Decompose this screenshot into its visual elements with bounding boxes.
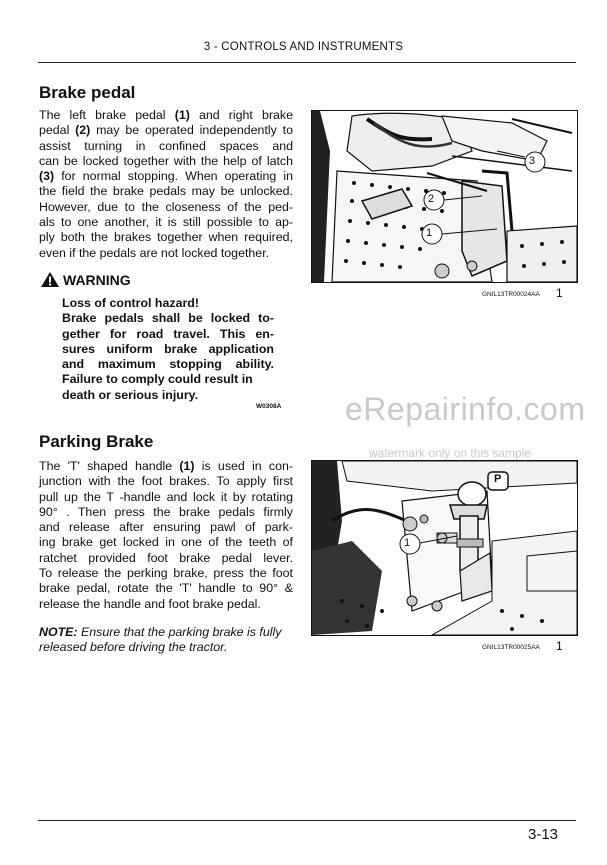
text-segment: can be locked together with the help of latch — [39, 153, 293, 168]
warning-line: sures uniform brake application — [62, 341, 274, 356]
ref-number: (3) — [39, 169, 55, 184]
text-segment: is used in con- — [194, 459, 293, 473]
text-segment: brake pedal, rotate the 'T' handle to 90° & — [39, 581, 293, 596]
brake-pedal-illustration — [312, 111, 577, 282]
brake-pedal-figure — [311, 110, 578, 283]
ref-number: (2) — [75, 123, 91, 138]
text-line — [39, 459, 293, 474]
text-line — [39, 490, 293, 505]
text-segment: als to one another, it is still possible to ap- — [39, 215, 293, 230]
text-segment: even if the pedals are not locked together. — [39, 245, 270, 260]
text-line — [39, 108, 293, 123]
text-segment: The left brake pedal — [39, 108, 175, 122]
parking-symbol: P — [494, 473, 502, 485]
brake-pedal-paragraph — [39, 108, 293, 261]
text-line — [39, 154, 293, 169]
text-segment: and release after ensuring pawl of park- — [39, 520, 293, 535]
text-line — [39, 230, 293, 245]
warning-label: WARNING — [63, 271, 131, 288]
figure2-code: GNIL13TR00025AA — [482, 644, 540, 651]
text-line — [39, 184, 293, 199]
warning-line: and maximum stopping ability. — [62, 357, 274, 372]
text-segment: may be operated independently to — [90, 123, 293, 138]
text-segment: release the handle and foot brake pedal. — [39, 596, 261, 611]
text-segment: ratchet provided foot brake pedal lever. — [39, 550, 293, 565]
text-segment: ply both the brakes together when required, — [39, 230, 293, 245]
text-segment: However, due to the closeness of the ped- — [39, 199, 293, 214]
text-segment: 90° . Then press the brake pedals firmly — [39, 504, 293, 519]
ref-number: (1) — [179, 459, 195, 473]
figure2-number: 1 — [556, 639, 563, 653]
page-number: 3-13 — [528, 826, 559, 843]
warning-title — [40, 271, 131, 288]
text-line — [39, 505, 293, 520]
text-line — [39, 123, 293, 138]
text-line — [39, 535, 293, 550]
note-text: Ensure that the parking brake is fully — [77, 625, 282, 639]
watermark-main: eRepairinfo.com — [345, 391, 586, 427]
figure1-code: GNIL13TR00024AA — [482, 291, 540, 298]
text-segment: pedal — [39, 123, 76, 138]
brake-pedal-heading: Brake pedal — [39, 83, 136, 102]
text-segment: pull up the T -handle and lock it by rotating — [39, 489, 293, 504]
text-line — [39, 597, 293, 612]
warning-line: death or serious injury. — [62, 387, 199, 402]
text-segment: and right brake — [189, 108, 293, 122]
text-segment: ing brake get locked in one of the teeth of — [39, 535, 293, 550]
callout-1: 1 — [426, 227, 433, 239]
text-segment: assist turning in confined spaces and — [39, 138, 293, 153]
warning-body — [62, 296, 274, 403]
text-line — [39, 474, 293, 489]
text-line — [39, 215, 293, 230]
callout-2: 2 — [428, 193, 435, 205]
text-segment: The 'T' shaped handle — [39, 459, 180, 473]
parking-brake-paragraph — [39, 459, 293, 612]
note-line — [39, 625, 301, 640]
parking-brake-heading: Parking Brake — [39, 432, 154, 451]
warning-line: Brake pedals shall be locked to- — [62, 311, 274, 326]
warning-code: W0308A — [256, 403, 282, 410]
note-line: released before driving the tractor. — [39, 640, 228, 655]
callout-1-parking: 1 — [404, 537, 411, 549]
text-segment: To release the perking brake, press the foot — [39, 566, 293, 581]
warning-line: Failure to comply could result in — [62, 372, 253, 387]
section-header: 3 - CONTROLS AND INSTRUMENTS — [203, 41, 404, 53]
figure1-number: 1 — [556, 286, 563, 300]
callout-3: 3 — [529, 155, 536, 167]
ref-number: (1) — [174, 108, 190, 122]
text-line — [39, 169, 293, 184]
note-label: NOTE: — [39, 625, 78, 639]
warning-line: gether for road travel. This en- — [62, 326, 274, 341]
text-segment: junction with the foot brakes. To apply first — [39, 474, 293, 489]
text-line — [39, 246, 293, 261]
text-segment: for normal stopping. When operating in — [54, 169, 293, 184]
footer-rule — [38, 820, 576, 821]
parking-brake-illustration — [312, 461, 577, 635]
text-line — [39, 139, 293, 154]
text-line — [39, 200, 293, 215]
text-line — [39, 551, 293, 566]
parking-brake-figure — [311, 460, 578, 636]
watermark-sub: watermark only on this sample — [369, 446, 532, 460]
text-line — [39, 581, 293, 596]
header-rule — [38, 62, 576, 63]
warning-line: Loss of control hazard! — [62, 296, 199, 310]
warning-triangle-icon — [40, 271, 60, 288]
text-line — [39, 566, 293, 581]
text-line — [39, 520, 293, 535]
text-segment: the field the brake pedals may be unlocked. — [39, 184, 293, 199]
parking-note — [39, 625, 301, 656]
